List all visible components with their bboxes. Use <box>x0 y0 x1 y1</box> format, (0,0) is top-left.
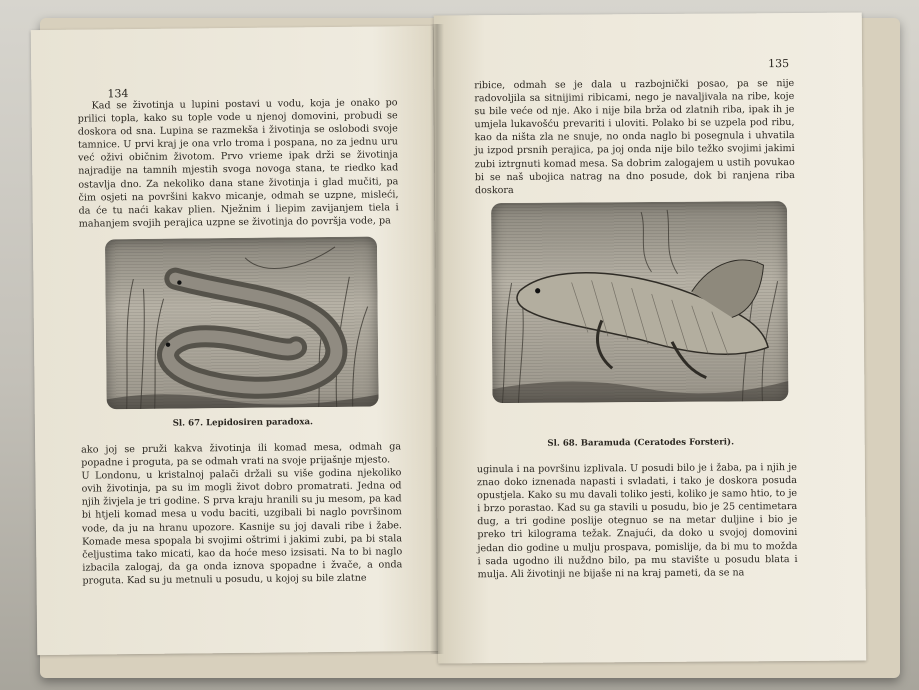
eel-fish-engraving <box>105 237 379 410</box>
right-page-number: 135 <box>768 57 790 71</box>
figure-67-caption: Sl. 67. Lepidosiren paradoxa. <box>172 417 314 429</box>
right-page <box>434 13 867 664</box>
book-gutter <box>430 24 444 654</box>
right-page-text-bottom: uginula i na površinu izplivala. U posudi bilo je i žaba, pa i njih je znao doko iznenada napasti i svladati, i tako je doskora posuda opustjela. Kako su mu davali toliko jesti, koliko je samo htio, to je i brzo porastao. Kad su ga stavili u posudu, bio je 25 centimetara dug, a tri godine poslije otegnuo se na metar duljine i bio je preko tri kilograma težak. Znajući, da doko u svojoj domovini jedan dio godine u mulju prospava, pomislije, da bi mu to možda i sada ugodno ili nuždno bilo, pa mu stavište u posudu blata i mulja. Ali životinji ne bijaše ni na kraj pameti, da se na <box>476 461 798 580</box>
left-page-text-bottom: ako joj se pruži kakva životinja ili komad mesa, odmah ga popadne i proguta, pa se odmah vrati na svoje prijašnje mjesto. U Londonu, u kristalnoj palači držali su više godina njekoliko ovih životinja, pa su im mogli život dobro promatrati. Jedna od njih živjela je tri godine. S prva kraju hranili su ju mesom, pa kad bi htjeli komad mesa u vodu baciti, uzgibali bi naglo površinom vode, da ju na hranu upozore. Kasnije su joj davali ribe i žabe. Komade mesa spopala bi svojimi oštrimi i jakimi zubi, pa bi stala čeljustima tako micati, kao da hoće meso izsisati. Na to bi naglo izbacila zalogaj, da ga onda iznova spopadne i žvače, a onda proguta. Kad su ju metnuli u posudu, u kojoj su bile zlatne <box>81 441 403 587</box>
figure-68-caption: Sl. 68. Baramuda (Ceratodes Forsteri). <box>547 437 735 449</box>
left-page-text-top: Kad se životinja u lupini postavi u vodu, koja je onako po prilici topla, kako su tople vode u njenoj domovini, probudi se doskora od sna. Lupina se razmekša i životinja se oslobodi svoje tamnice. U prvi kraj je ona vrlo troma i pospana, no za jednu uru već oživi običnim životom. Prvo vrieme ipak drži se životinja najradije na tamnih mjestih svoga novoga stana, te riedko kad ostavlja dno. Za nekoliko dana stane životinja i glad mučiti, pa čim osjeti na površini kakvo micanje, odmah se uzpne, misleći, da će tu naći kakav plien. Nježnim i liepim zavijanjem tiela i mahanjem svojih perajica uzpne se životinja do površja vode, pa <box>77 97 399 230</box>
lungfish-engraving <box>491 201 788 403</box>
left-page <box>31 26 440 655</box>
lepidosiren-illustration <box>105 237 379 410</box>
left-page-number: 134 <box>107 87 129 101</box>
right-page-text-top: ribice, odmah se je dala u razbojnički posao, pa se nije radovoljila sa sitnijimi ribicami, nego je navaljivala na ribe, koje su bile veće od nje. Ako i nije bila brža od zlatnih riba, ipak ih je umjela lukavošću prevariti i uloviti. Polako bi se uzpela pod ribu, kao da ništa zla ne snuje, no onda naglo bi posegnula i uhvatila ju izpod prsnih perajica, pa joj onda nije bilo težko svojimi jakimi zubi iztrgnuti komad mesa. Sa dobrim zalogajem u ustih povukao bi se naš ubojica natrag na dno posude, dok bi ranjena riba doskora <box>474 77 795 196</box>
ceratodes-illustration <box>491 201 788 403</box>
